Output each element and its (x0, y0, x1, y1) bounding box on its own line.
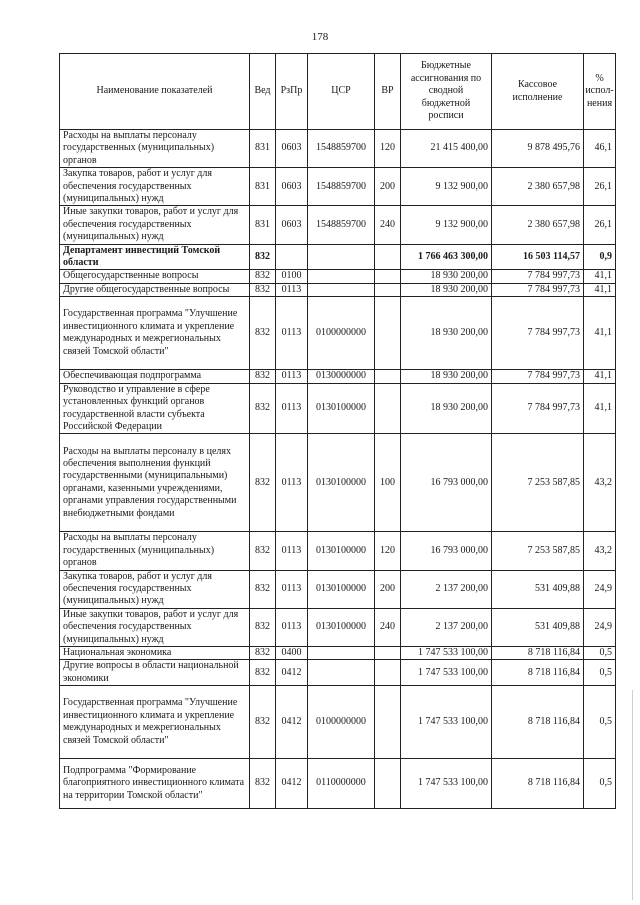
header-budget: Бюджетные ассигнования по сводной бюджетной росписи (401, 54, 492, 130)
row-vr-cell: 240 (375, 206, 401, 244)
row-percent-cell: 24,9 (584, 608, 616, 646)
row-cash-cell: 8 718 116,84 (492, 759, 584, 809)
row-cash-cell: 8 718 116,84 (492, 646, 584, 659)
row-vr-cell (375, 646, 401, 659)
row-budget-cell: 1 766 463 300,00 (401, 244, 492, 270)
row-ved-cell: 832 (250, 244, 276, 270)
row-name-cell: Департамент инвестиций Томской области (60, 244, 250, 270)
header-percent: % испол-нения (584, 54, 616, 130)
row-budget-cell: 1 747 533 100,00 (401, 686, 492, 759)
row-vr-cell (375, 283, 401, 296)
header-cash: Кассовое исполнение (492, 54, 584, 130)
table-header-row (60, 54, 616, 130)
row-rzpr-cell: 0412 (276, 660, 308, 686)
row-cash-cell: 7 784 997,73 (492, 270, 584, 283)
row-csr-cell: 1548859700 (308, 206, 375, 244)
row-ved-cell: 831 (250, 168, 276, 206)
table-row (60, 370, 616, 383)
row-vr-cell: 200 (375, 168, 401, 206)
row-csr-cell: 0110000000 (308, 759, 375, 809)
header-name: Наименование показателей (60, 54, 250, 130)
row-rzpr-cell: 0113 (276, 570, 308, 608)
row-csr-cell: 1548859700 (308, 130, 375, 168)
row-ved-cell: 832 (250, 759, 276, 809)
row-percent-cell: 24,9 (584, 570, 616, 608)
row-name-cell: Государственная программа "Улучшение инвестиционного климата и укрепление международных и межрегиональных связей Томской области" (60, 686, 250, 759)
table-row (60, 297, 616, 370)
row-rzpr-cell: 0113 (276, 434, 308, 532)
table-row (60, 383, 616, 434)
row-ved-cell: 831 (250, 130, 276, 168)
row-name-cell: Другие общегосударственные вопросы (60, 283, 250, 296)
row-csr-cell: 0130100000 (308, 532, 375, 570)
row-rzpr-cell (276, 244, 308, 270)
row-rzpr-cell: 0603 (276, 168, 308, 206)
row-name-cell: Иные закупки товаров, работ и услуг для обеспечения государственных (муниципальных) нужд (60, 608, 250, 646)
row-ved-cell: 831 (250, 206, 276, 244)
row-budget-cell: 9 132 900,00 (401, 168, 492, 206)
row-rzpr-cell: 0113 (276, 283, 308, 296)
row-budget-cell: 1 747 533 100,00 (401, 660, 492, 686)
row-rzpr-cell: 0113 (276, 370, 308, 383)
row-cash-cell: 2 380 657,98 (492, 206, 584, 244)
row-rzpr-cell: 0603 (276, 206, 308, 244)
row-ved-cell: 832 (250, 283, 276, 296)
row-cash-cell: 531 409,88 (492, 570, 584, 608)
row-name-cell: Государственная программа "Улучшение инвестиционного климата и укрепление международных и межрегиональных связей Томской области" (60, 297, 250, 370)
row-percent-cell: 41,1 (584, 283, 616, 296)
row-ved-cell: 832 (250, 297, 276, 370)
row-rzpr-cell: 0412 (276, 759, 308, 809)
row-budget-cell: 2 137 200,00 (401, 608, 492, 646)
row-csr-cell: 0100000000 (308, 686, 375, 759)
table-row (60, 434, 616, 532)
row-name-cell: Обеспечивающая подпрограмма (60, 370, 250, 383)
table-row (60, 686, 616, 759)
table-row (60, 570, 616, 608)
row-budget-cell: 16 793 000,00 (401, 532, 492, 570)
row-vr-cell: 200 (375, 570, 401, 608)
row-percent-cell: 41,1 (584, 270, 616, 283)
header-ved: Вед (250, 54, 276, 130)
row-csr-cell: 0130000000 (308, 370, 375, 383)
table-row (60, 206, 616, 244)
row-name-cell: Закупка товаров, работ и услуг для обеспечения государственных (муниципальных) нужд (60, 168, 250, 206)
row-ved-cell: 832 (250, 434, 276, 532)
row-vr-cell: 120 (375, 532, 401, 570)
row-percent-cell: 41,1 (584, 383, 616, 434)
row-cash-cell: 531 409,88 (492, 608, 584, 646)
row-csr-cell (308, 244, 375, 270)
row-percent-cell: 26,1 (584, 168, 616, 206)
row-budget-cell: 2 137 200,00 (401, 570, 492, 608)
row-ved-cell: 832 (250, 370, 276, 383)
row-name-cell: Другие вопросы в области национальной экономики (60, 660, 250, 686)
table-row (60, 270, 616, 283)
row-percent-cell: 0,5 (584, 660, 616, 686)
row-cash-cell: 7 784 997,73 (492, 383, 584, 434)
row-cash-cell: 7 784 997,73 (492, 297, 584, 370)
row-cash-cell: 7 253 587,85 (492, 532, 584, 570)
row-name-cell: Закупка товаров, работ и услуг для обеспечения государственных (муниципальных) нужд (60, 570, 250, 608)
row-csr-cell: 0130100000 (308, 383, 375, 434)
row-csr-cell: 0130100000 (308, 608, 375, 646)
row-budget-cell: 16 793 000,00 (401, 434, 492, 532)
table-row (60, 660, 616, 686)
row-rzpr-cell: 0400 (276, 646, 308, 659)
row-vr-cell (375, 660, 401, 686)
table-row (60, 283, 616, 296)
row-ved-cell: 832 (250, 383, 276, 434)
row-name-cell: Расходы на выплаты персоналу государственных (муниципальных) органов (60, 130, 250, 168)
row-budget-cell: 1 747 533 100,00 (401, 759, 492, 809)
row-rzpr-cell: 0113 (276, 608, 308, 646)
row-vr-cell (375, 370, 401, 383)
row-percent-cell: 41,1 (584, 297, 616, 370)
row-rzpr-cell: 0412 (276, 686, 308, 759)
row-cash-cell: 2 380 657,98 (492, 168, 584, 206)
scan-edge-line (632, 690, 633, 900)
table-row (60, 608, 616, 646)
row-vr-cell (375, 270, 401, 283)
row-vr-cell (375, 244, 401, 270)
budget-execution-table (59, 53, 616, 809)
row-cash-cell: 7 784 997,73 (492, 370, 584, 383)
row-budget-cell: 18 930 200,00 (401, 383, 492, 434)
row-csr-cell (308, 283, 375, 296)
row-name-cell: Руководство и управление в сфере установленных функций органов государственной власти субъекта Российской Федерации (60, 383, 250, 434)
table-row (60, 759, 616, 809)
row-cash-cell: 8 718 116,84 (492, 686, 584, 759)
row-budget-cell: 21 415 400,00 (401, 130, 492, 168)
row-csr-cell: 0130100000 (308, 434, 375, 532)
row-name-cell: Подпрограмма "Формирование благоприятного инвестиционного климата на территории Томской области" (60, 759, 250, 809)
row-percent-cell: 41,1 (584, 370, 616, 383)
row-vr-cell: 100 (375, 434, 401, 532)
row-budget-cell: 18 930 200,00 (401, 283, 492, 296)
row-rzpr-cell: 0113 (276, 532, 308, 570)
row-name-cell: Национальная экономика (60, 646, 250, 659)
row-ved-cell: 832 (250, 660, 276, 686)
row-csr-cell: 0100000000 (308, 297, 375, 370)
row-vr-cell: 120 (375, 130, 401, 168)
row-percent-cell: 43,2 (584, 532, 616, 570)
row-ved-cell: 832 (250, 608, 276, 646)
header-rzpr: РзПр (276, 54, 308, 130)
row-cash-cell: 16 503 114,57 (492, 244, 584, 270)
row-csr-cell (308, 270, 375, 283)
row-csr-cell: 1548859700 (308, 168, 375, 206)
row-percent-cell: 26,1 (584, 206, 616, 244)
row-name-cell: Расходы на выплаты персоналу в целях обеспечения выполнения функций государственными (муниципальными) органами, казенными учреждениями, органами управления государственными внебюджетными фондами (60, 434, 250, 532)
table-row (60, 532, 616, 570)
row-cash-cell: 9 878 495,76 (492, 130, 584, 168)
row-budget-cell: 18 930 200,00 (401, 297, 492, 370)
row-ved-cell: 832 (250, 646, 276, 659)
row-vr-cell (375, 297, 401, 370)
row-cash-cell: 7 784 997,73 (492, 283, 584, 296)
row-percent-cell: 0,5 (584, 686, 616, 759)
row-budget-cell: 1 747 533 100,00 (401, 646, 492, 659)
row-vr-cell (375, 686, 401, 759)
row-csr-cell (308, 646, 375, 659)
row-budget-cell: 18 930 200,00 (401, 270, 492, 283)
row-percent-cell: 0,5 (584, 759, 616, 809)
row-name-cell: Расходы на выплаты персоналу государственных (муниципальных) органов (60, 532, 250, 570)
table-row (60, 168, 616, 206)
table-row (60, 130, 616, 168)
header-csr: ЦСР (308, 54, 375, 130)
row-percent-cell: 0,5 (584, 646, 616, 659)
row-cash-cell: 7 253 587,85 (492, 434, 584, 532)
row-ved-cell: 832 (250, 686, 276, 759)
row-budget-cell: 9 132 900,00 (401, 206, 492, 244)
row-percent-cell: 43,2 (584, 434, 616, 532)
row-percent-cell: 0,9 (584, 244, 616, 270)
row-ved-cell: 832 (250, 570, 276, 608)
table-row (60, 244, 616, 270)
table-row (60, 646, 616, 659)
row-rzpr-cell: 0113 (276, 383, 308, 434)
row-csr-cell (308, 660, 375, 686)
row-rzpr-cell: 0113 (276, 297, 308, 370)
row-rzpr-cell: 0100 (276, 270, 308, 283)
row-name-cell: Общегосударственные вопросы (60, 270, 250, 283)
row-ved-cell: 832 (250, 270, 276, 283)
row-vr-cell: 240 (375, 608, 401, 646)
row-rzpr-cell: 0603 (276, 130, 308, 168)
row-budget-cell: 18 930 200,00 (401, 370, 492, 383)
row-ved-cell: 832 (250, 532, 276, 570)
page-number: 178 (311, 31, 329, 43)
row-vr-cell (375, 383, 401, 434)
row-percent-cell: 46,1 (584, 130, 616, 168)
row-vr-cell (375, 759, 401, 809)
row-name-cell: Иные закупки товаров, работ и услуг для обеспечения государственных (муниципальных) нужд (60, 206, 250, 244)
row-cash-cell: 8 718 116,84 (492, 660, 584, 686)
row-csr-cell: 0130100000 (308, 570, 375, 608)
header-vr: ВР (375, 54, 401, 130)
